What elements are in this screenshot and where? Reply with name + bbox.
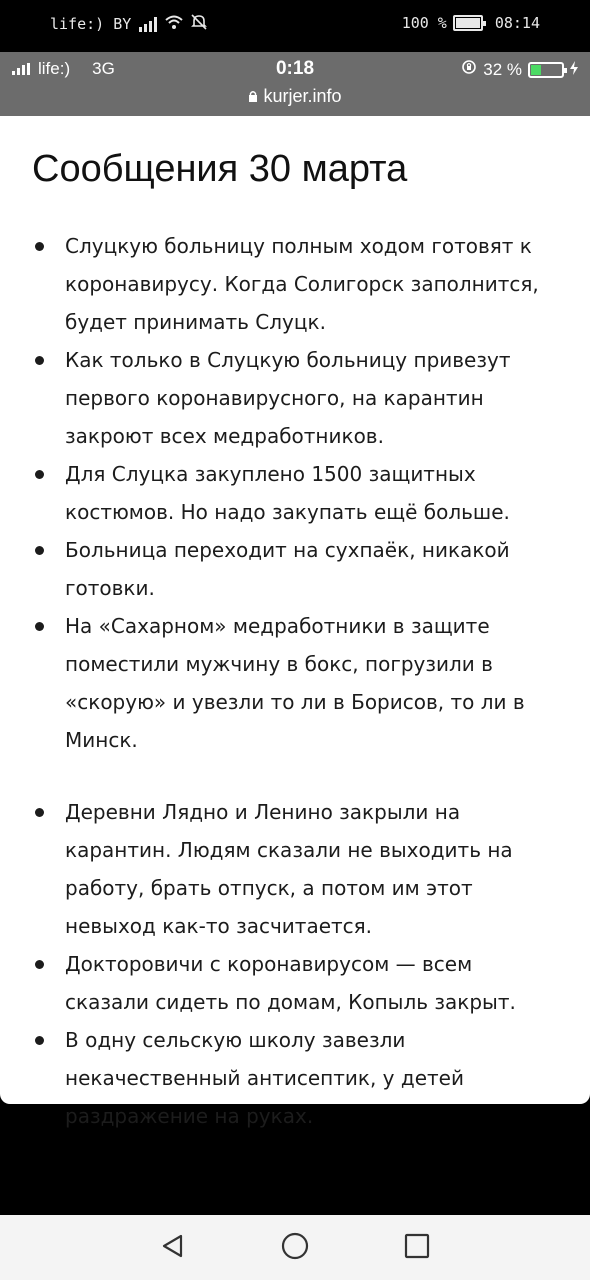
inner-battery-percent: 32 % — [483, 59, 522, 79]
clock: 08:14 — [494, 14, 540, 32]
list-item: Больница переходит на сухпаёк, никакой готовки. — [32, 531, 558, 607]
list-item: Деревни Лядно и Ленино закрыли на карантин. Людям сказали не выходить на работу, брать отпуск, а потом им этот невыход как-то засчитается. — [32, 793, 558, 945]
browser-screenshot — [0, 52, 590, 1128]
signal-icon — [139, 16, 157, 32]
news-list — [32, 227, 558, 1135]
wifi-icon — [165, 15, 183, 34]
system-status-bar — [0, 0, 590, 50]
charging-icon — [570, 60, 578, 80]
list-item: Слуцкую больницу полным ходом готовят к коронавирусу. Когда Солигорск заполнится, будет принимать Слуцк. — [32, 227, 558, 341]
lock-icon — [248, 86, 263, 106]
inner-clock: 0:18 — [275, 58, 315, 79]
article-content — [0, 116, 590, 1135]
mute-icon — [191, 14, 207, 34]
list-item: Как только в Слуцкую больницу привезут первого коронавирусного, на карантин закроют всех медработников. — [32, 341, 558, 455]
battery-icon — [453, 15, 483, 31]
recents-square-icon[interactable] — [404, 1233, 430, 1263]
carrier-label: life:) BY — [50, 15, 132, 33]
inner-battery-icon — [528, 62, 564, 78]
inner-carrier-label: life:) — [38, 59, 71, 78]
list-item: В одну сельскую школу завезли некачественный антисептик, у детей раздражение на руках. — [32, 1021, 558, 1135]
battery-percent: 100 % — [401, 14, 447, 32]
article-title: Сообщения 30 марта — [32, 148, 408, 190]
navigation-bar — [0, 1215, 590, 1280]
inner-battery — [461, 59, 578, 80]
back-triangle-icon[interactable] — [160, 1233, 186, 1263]
address-url[interactable] — [0, 86, 590, 107]
list-item: На «Сахарном» медработники в защите поместили мужчину в бокс, погрузили в «скорую» и увезли то ли в Борисов, то ли в Минск. — [32, 607, 558, 759]
status-right — [402, 14, 540, 32]
rotation-lock-icon — [461, 59, 477, 80]
url-text: kurjer.info — [263, 86, 342, 106]
inner-network-label: 3G — [92, 59, 115, 78]
list-item: Для Слуцка закуплено 1500 защитных костюмов. Но надо закупать ещё больше. — [32, 455, 558, 531]
list-item: Докторовичи с коронавирусом — всем сказали сидеть по домам, Копыль закрыт. — [32, 945, 558, 1021]
status-left — [50, 14, 207, 34]
browser-status-bar — [0, 52, 590, 116]
home-circle-icon[interactable] — [281, 1232, 309, 1264]
